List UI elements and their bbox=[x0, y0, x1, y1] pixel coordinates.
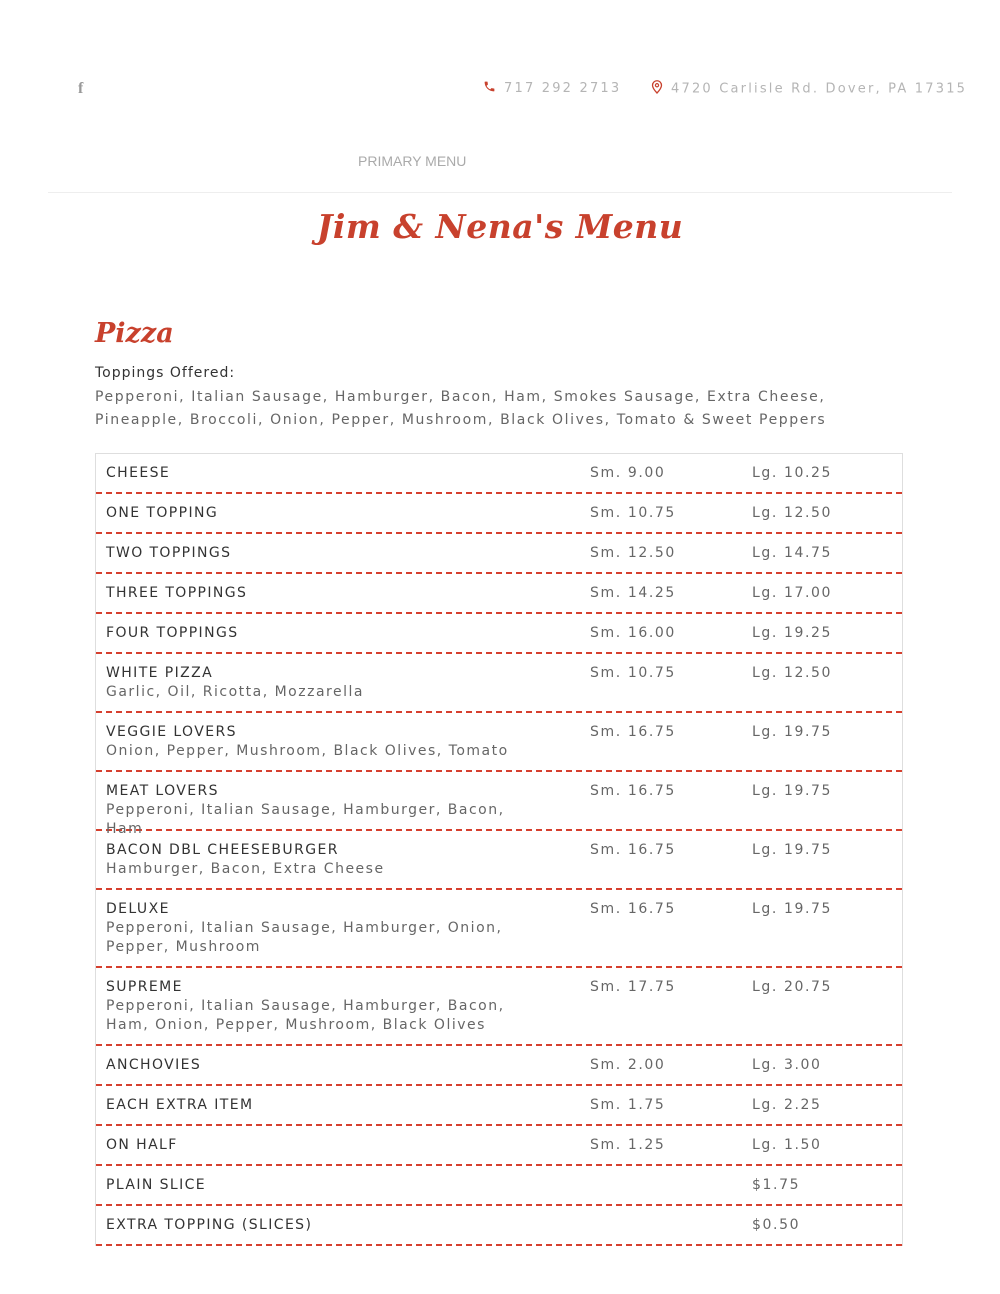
item-price-large: Lg. 1.50 bbox=[752, 1137, 822, 1153]
item-price-large: Lg. 19.75 bbox=[752, 783, 833, 799]
item-description: Hamburger, Bacon, Extra Cheese bbox=[106, 861, 385, 877]
menu-row bbox=[96, 574, 902, 614]
item-name: EXTRA TOPPING (SLICES) bbox=[106, 1217, 313, 1233]
menu-row bbox=[96, 1206, 902, 1246]
item-name: CHEESE bbox=[106, 465, 171, 481]
item-price-small: Sm. 16.75 bbox=[590, 842, 676, 858]
menu-row bbox=[96, 1126, 902, 1166]
item-name: ONE TOPPING bbox=[106, 505, 219, 521]
item-price-large: Lg. 12.50 bbox=[752, 505, 833, 521]
phone-number[interactable]: 717 292 2713 bbox=[504, 81, 622, 96]
menu-row bbox=[96, 614, 902, 654]
address-text[interactable]: 4720 Carlisle Rd. Dover, PA 17315 bbox=[671, 81, 968, 97]
phone-icon bbox=[483, 80, 496, 97]
item-price-large: Lg. 14.75 bbox=[752, 545, 833, 561]
item-price-small: Sm. 2.00 bbox=[590, 1057, 666, 1073]
item-price-small: Sm. 14.25 bbox=[590, 585, 676, 601]
item-description: Pepperoni, Italian Sausage, Hamburger, Onion, Pepper, Mushroom bbox=[106, 920, 503, 955]
menu-row bbox=[96, 968, 902, 1046]
address-contact[interactable] bbox=[651, 80, 967, 98]
item-description: Pepperoni, Italian Sausage, Hamburger, Bacon, Ham bbox=[106, 802, 505, 837]
header-divider bbox=[48, 192, 952, 193]
item-price-large: Lg. 19.75 bbox=[752, 724, 833, 740]
item-price-large: Lg. 20.75 bbox=[752, 979, 833, 995]
item-description: Pepperoni, Italian Sausage, Hamburger, Bacon, Ham, Onion, Pepper, Mushroom, Black Olives bbox=[106, 998, 505, 1033]
item-name: ON HALF bbox=[106, 1137, 178, 1153]
item-description: Garlic, Oil, Ricotta, Mozzarella bbox=[106, 684, 364, 700]
item-price-large: Lg. 17.00 bbox=[752, 585, 833, 601]
item-name: EACH EXTRA ITEM bbox=[106, 1097, 254, 1113]
item-price-large: $0.50 bbox=[752, 1217, 801, 1233]
item-price-large: Lg. 19.25 bbox=[752, 625, 833, 641]
toppings-list: Pepperoni, Italian Sausage, Hamburger, Bacon, Ham, Smokes Sausage, Extra Cheese, Pineapple, Broccoli, Onion, Pepper, Mushroom, Black Olives, Tomato & Sweet Peppers bbox=[95, 389, 827, 428]
item-price-small: Sm. 16.75 bbox=[590, 724, 676, 740]
item-name: BACON DBL CHEESEBURGER bbox=[106, 842, 339, 858]
menu-row bbox=[96, 831, 902, 890]
item-description: Onion, Pepper, Mushroom, Black Olives, Tomato bbox=[106, 743, 509, 759]
menu-row bbox=[96, 890, 902, 968]
primary-menu-toggle[interactable]: PRIMARY MENU bbox=[358, 153, 467, 169]
menu-row bbox=[96, 1166, 902, 1206]
item-price-small: Sm. 16.00 bbox=[590, 625, 676, 641]
item-name: ANCHOVIES bbox=[106, 1057, 202, 1073]
map-pin-icon bbox=[651, 80, 663, 98]
item-price-large: $1.75 bbox=[752, 1177, 801, 1193]
item-price-small: Sm. 17.75 bbox=[590, 979, 676, 995]
item-price-small: Sm. 1.75 bbox=[590, 1097, 666, 1113]
facebook-icon[interactable]: f bbox=[78, 80, 84, 97]
item-price-large: Lg. 2.25 bbox=[752, 1097, 822, 1113]
menu-row bbox=[96, 654, 902, 713]
item-price-small: Sm. 16.75 bbox=[590, 901, 676, 917]
top-bar bbox=[0, 0, 1000, 169]
page-title: Jim & Nena's Menu bbox=[316, 207, 684, 246]
item-price-large: Lg. 19.75 bbox=[752, 842, 833, 858]
item-price-large: Lg. 19.75 bbox=[752, 901, 833, 917]
menu-row bbox=[96, 534, 902, 574]
item-price-large: Lg. 10.25 bbox=[752, 465, 833, 481]
item-name: DELUXE bbox=[106, 901, 170, 917]
item-name: MEAT LOVERS bbox=[106, 783, 219, 799]
item-name: WHITE PIZZA bbox=[106, 665, 214, 681]
item-name: THREE TOPPINGS bbox=[106, 585, 248, 601]
phone-contact[interactable] bbox=[483, 80, 621, 97]
toppings-label: Toppings Offered: bbox=[95, 365, 236, 381]
item-price-small: Sm. 10.75 bbox=[590, 505, 676, 521]
menu-row bbox=[96, 713, 902, 772]
menu-row bbox=[96, 772, 902, 837]
menu-row bbox=[96, 1046, 902, 1086]
item-price-large: Lg. 3.00 bbox=[752, 1057, 822, 1073]
item-price-small: Sm. 12.50 bbox=[590, 545, 676, 561]
item-price-small: Sm. 10.75 bbox=[590, 665, 676, 681]
item-price-large: Lg. 12.50 bbox=[752, 665, 833, 681]
item-price-small: Sm. 16.75 bbox=[590, 783, 676, 799]
section-title-pizza: Pizza bbox=[95, 318, 174, 349]
pizza-menu-table bbox=[95, 453, 903, 1246]
item-price-small: Sm. 9.00 bbox=[590, 465, 666, 481]
item-name: PLAIN SLICE bbox=[106, 1177, 207, 1193]
item-price-small: Sm. 1.25 bbox=[590, 1137, 666, 1153]
item-name: VEGGIE LOVERS bbox=[106, 724, 237, 740]
menu-row bbox=[96, 494, 902, 534]
menu-row bbox=[96, 454, 902, 494]
item-name: FOUR TOPPINGS bbox=[106, 625, 239, 641]
menu-row bbox=[96, 1086, 902, 1126]
item-name: SUPREME bbox=[106, 979, 183, 995]
item-name: TWO TOPPINGS bbox=[106, 545, 232, 561]
